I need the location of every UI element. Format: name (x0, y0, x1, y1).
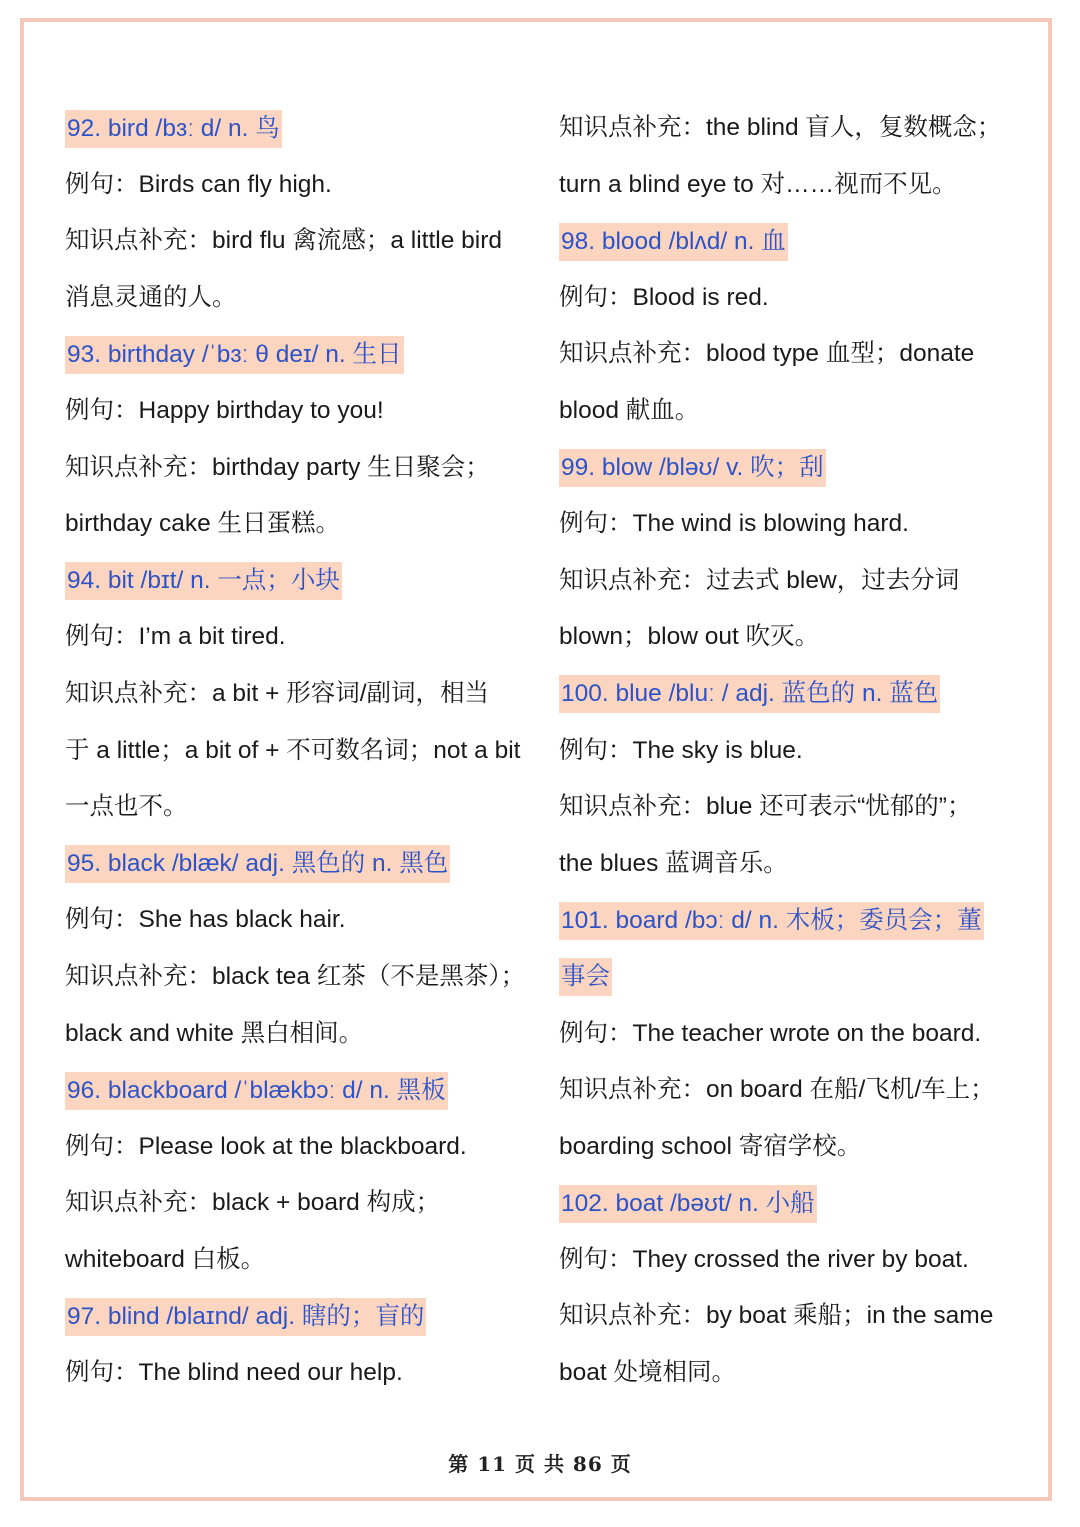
entry-text: 知识点补充：blue 还可表示“忧郁的”； (559, 793, 972, 821)
entry-text: 知识点补充：the blind 盲人，复数概念； (559, 114, 1002, 141)
entry-text-line (559, 383, 1029, 440)
entry-text: black and white 黑白相间。 (65, 1019, 364, 1047)
entry-text: 例句：Blood is red. (559, 283, 769, 311)
entry-text: 例句：Happy birthday to you! (65, 396, 384, 424)
entry-text: 例句：Birds can fly high. (65, 170, 332, 198)
entry-text: blown；blow out 吹灭。 (559, 623, 820, 651)
entry-text-line (65, 666, 535, 723)
entry-text-line (559, 100, 1029, 157)
entry-text-line (559, 1345, 1029, 1402)
entry-heading-line (65, 553, 535, 610)
entry-text-line (65, 213, 535, 270)
entry-text-line (559, 157, 1029, 214)
entry-heading-line (559, 666, 1029, 723)
entry-text-line (65, 1175, 535, 1232)
entry-text-line (559, 553, 1029, 610)
entry-text-line (559, 1006, 1029, 1063)
entry-text-line (559, 270, 1029, 327)
entry-text: boat 处境相同。 (559, 1359, 736, 1387)
entry-heading-line (65, 1062, 535, 1119)
entry-text: 例句：She has black hair. (65, 906, 346, 934)
entry-heading: 99. blow /bləʊ/ v. 吹；刮 (559, 449, 826, 487)
entry-heading-line (559, 892, 1029, 949)
entry-text: 例句：The teacher wrote on the board. (559, 1019, 982, 1047)
entry-text: birthday cake 生日蛋糕。 (65, 510, 341, 538)
entry-heading: 102. boat /bəʊt/ n. 小船 (559, 1185, 817, 1223)
entry-text-line (65, 892, 535, 949)
entry-text: 例句：They crossed the river by boat. (559, 1245, 969, 1273)
entry-text-line (65, 270, 535, 327)
entry-text-line (559, 496, 1029, 553)
left-column (65, 100, 535, 1402)
entry-text: 消息灵通的人。 (65, 283, 237, 311)
entry-text-line (65, 1232, 535, 1289)
entry-text: turn a blind eye to 对……视而不见。 (559, 170, 957, 198)
entry-heading: 94. bit /bɪt/ n. 一点；小块 (65, 562, 342, 600)
right-column (559, 100, 1029, 1402)
entry-text: 知识点补充：on board 在船/飞机/车上； (559, 1076, 995, 1104)
entry-heading-line (559, 213, 1029, 270)
entry-heading: 事会 (559, 958, 612, 996)
entry-text: 于 a little；a bit of + 不可数名词；not a bit (65, 736, 521, 764)
entry-heading: 98. blood /blʌd/ n. 血 (559, 223, 788, 261)
entry-text-line (65, 779, 535, 836)
entry-text-line (65, 157, 535, 214)
entry-text-line (559, 1119, 1029, 1176)
entry-heading-line (65, 326, 535, 383)
entry-text-line (559, 723, 1029, 780)
entry-text-line (559, 1062, 1029, 1119)
entry-text: 知识点补充：by boat 乘船；in the same (559, 1302, 994, 1330)
entry-text-line (65, 949, 535, 1006)
entry-heading: 97. blind /blaɪnd/ adj. 瞎的；盲的 (65, 1298, 426, 1336)
entry-text-line (65, 383, 535, 440)
entry-text: 知识点补充：black + board 构成； (65, 1189, 441, 1217)
entry-heading: 96. blackboard /ˈblækbɔː d/ n. 黑板 (65, 1072, 448, 1110)
entry-heading: 101. board /bɔː d/ n. 木板；委员会；董 (559, 902, 984, 940)
entry-text-line (65, 496, 535, 553)
entry-text: boarding school 寄宿学校。 (559, 1132, 862, 1160)
entry-heading-line (65, 100, 535, 157)
entry-text: 知识点补充：过去式 blew，过去分词 (559, 566, 960, 594)
entry-text-line (65, 609, 535, 666)
entry-heading: 93. birthday /ˈbɜː θ deɪ/ n. 生日 (65, 336, 404, 374)
entry-heading: 100. blue /bluː / adj. 蓝色的 n. 蓝色 (559, 675, 940, 713)
entry-text-line (559, 779, 1029, 836)
entry-text-line (559, 1288, 1029, 1345)
entry-text-line (65, 1006, 535, 1063)
entry-heading-line (65, 836, 535, 893)
entry-text: 例句：The blind need our help. (65, 1359, 403, 1387)
entry-text: blood 献血。 (559, 396, 700, 424)
entry-text-line (559, 1232, 1029, 1289)
entry-text: 知识点补充：black tea 红茶（不是黑茶）； (65, 962, 526, 990)
entry-text: 一点也不。 (65, 793, 188, 821)
entry-text-line (65, 723, 535, 780)
entry-text: the blues 蓝调音乐。 (559, 849, 788, 877)
entry-text: 知识点补充：birthday party 生日聚会； (65, 453, 490, 481)
page-number-footer: 第 11 页 共 86 页 (448, 1452, 632, 1476)
entry-heading-line (559, 440, 1029, 497)
entry-heading-line (559, 1175, 1029, 1232)
entry-text-line (65, 440, 535, 497)
entry-heading: 95. black /blæk/ adj. 黑色的 n. 黑色 (65, 845, 450, 883)
entry-text-line (559, 326, 1029, 383)
entry-heading-line (559, 949, 1029, 1006)
entry-text: 知识点补充：a bit + 形容词/副词，相当 (65, 679, 490, 707)
entry-text: 知识点补充：blood type 血型；donate (559, 340, 975, 368)
entry-text-line (559, 609, 1029, 666)
entry-heading-line (65, 1288, 535, 1345)
entry-text: whiteboard 白板。 (65, 1245, 266, 1273)
entry-text-line (65, 1345, 535, 1402)
entry-text: 例句：Please look at the blackboard. (65, 1132, 467, 1160)
entry-text: 例句：The sky is blue. (559, 736, 803, 764)
entry-text-line (559, 836, 1029, 893)
entry-text: 知识点补充：bird flu 禽流感；a little bird (65, 227, 503, 255)
entry-text: 例句：The wind is blowing hard. (559, 510, 909, 538)
entry-heading: 92. bird /bɜː d/ n. 鸟 (65, 110, 282, 148)
entry-text-line (65, 1119, 535, 1176)
entry-text: 例句：I’m a bit tired. (65, 623, 286, 651)
